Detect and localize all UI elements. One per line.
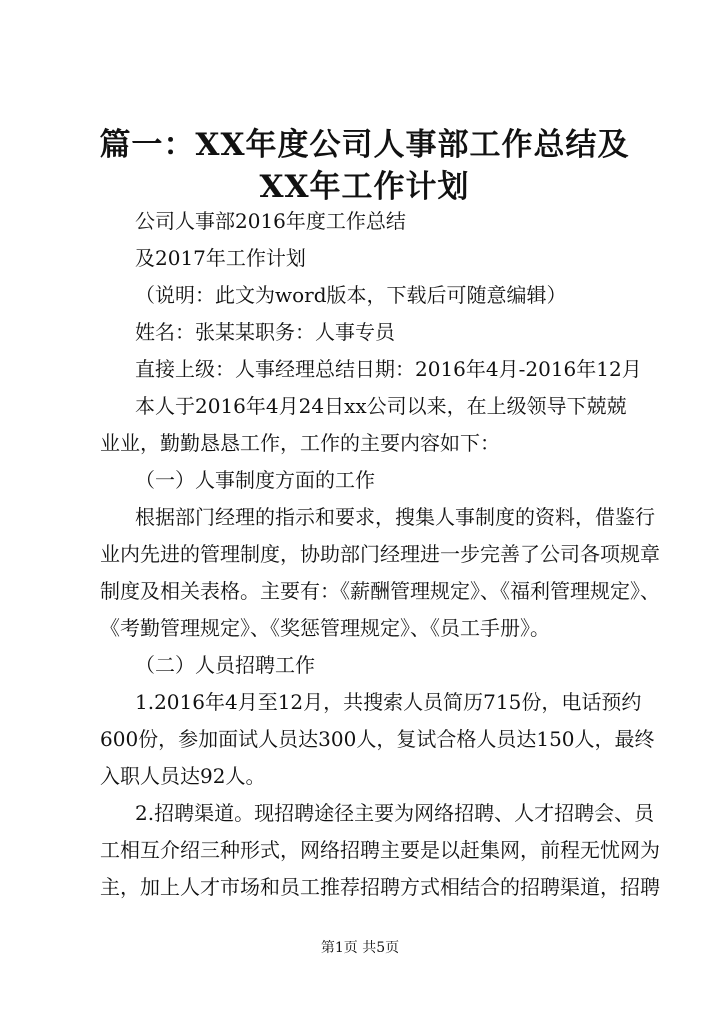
section-heading-1: （一）人事制度方面的工作 [135, 468, 375, 492]
subtitle-line-1: 公司人事部2016年度工作总结 [135, 209, 406, 233]
section1-line-1: 根据部门经理的指示和要求，搜集人事制度的资料，借鉴行 [135, 505, 655, 529]
subtitle-line-2: 及2017年工作计划 [135, 246, 306, 270]
recruit-line-3: 入职人员达92人。 [100, 764, 266, 788]
channel-line-2: 工相互介绍三种形式，网络招聘主要是以赶集网，前程无忧网为 [100, 838, 660, 862]
section-heading-2: （二）人员招聘工作 [135, 653, 315, 677]
note-line: （说明：此文为word版本，下载后可随意编辑） [135, 283, 567, 307]
channel-line-3: 主，加上人才市场和员工推荐招聘方式相结合的招聘渠道，招聘 [100, 875, 660, 899]
page-footer: 第1页 共5页 [320, 940, 400, 956]
intro-line-1: 本人于2016年4月24日xx公司以来，在上级领导下兢兢 [135, 394, 627, 418]
recruit-line-1: 1.2016年4月至12月，共搜索人员简历715份，电话预约 [135, 690, 642, 714]
document-title: 篇一：XX年度公司人事部工作总结及XX年工作计划 [99, 127, 630, 205]
name-line: 姓名：张某某职务：人事专员 [135, 320, 395, 344]
recruit-line-2: 600份，参加面试人员达300人，复试合格人员达150人，最终 [100, 727, 655, 751]
section1-line-3: 制度及相关表格。主要有：《薪酬管理规定》、《福利管理规定》、 [100, 579, 660, 603]
section1-line-4: 《考勤管理规定》、《奖惩管理规定》、《员工手册》。 [100, 616, 550, 640]
channel-line-1: 2.招聘渠道。现招聘途径主要为网络招聘、人才招聘会、员 [135, 801, 655, 825]
section1-line-2: 业内先进的管理制度，协助部门经理进一步完善了公司各项规章 [100, 542, 660, 566]
intro-line-2: 业业，勤勤恳恳工作，工作的主要内容如下： [100, 431, 500, 455]
supervisor-line: 直接上级：人事经理总结日期：2016年4月-2016年12月 [135, 357, 642, 381]
